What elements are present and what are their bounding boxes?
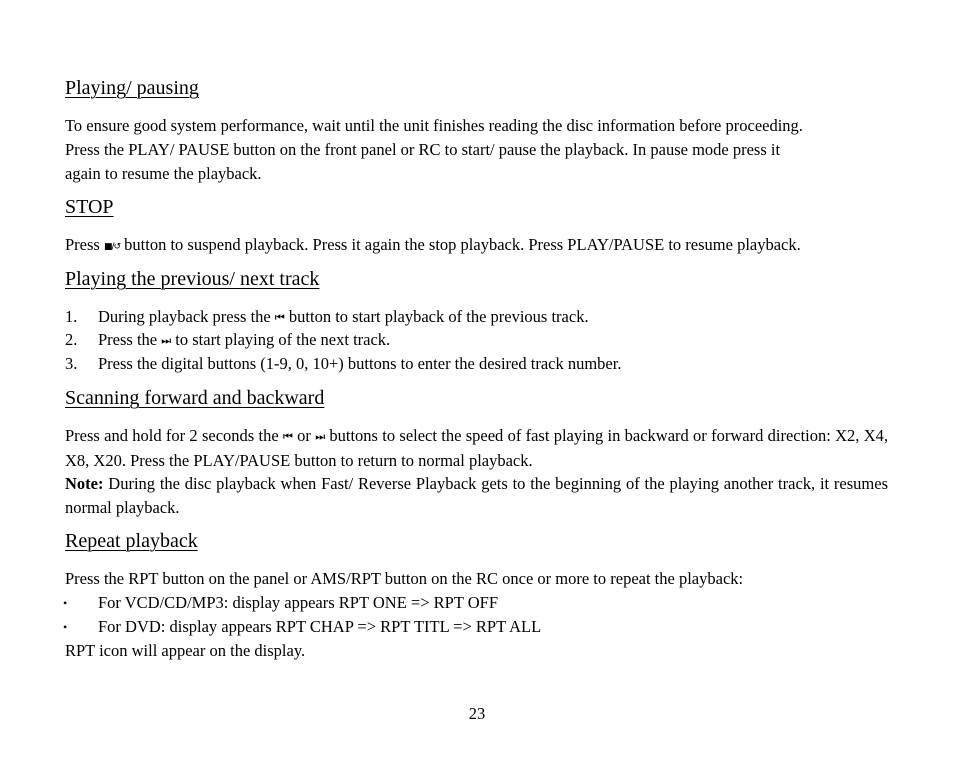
heading-previous-next: Playing the previous/ next track (65, 268, 320, 290)
playing-line-2: Press the PLAY/ PAUSE button on the front panel or RC to start/ pause the playback. In pause mode press it (65, 140, 781, 159)
note-text: During the disc playback when Fast/ Reverse Playback gets to the beginning of the playing another track, it resumes normal playback. (65, 474, 888, 517)
list-text-after: to start playing of the next track. (175, 330, 391, 349)
bullet-dot: • (63, 620, 68, 634)
heading-playing-pausing: Playing/ pausing (65, 77, 199, 99)
stop-button-icon: ■/↺ (103, 242, 121, 252)
list-text-after: button to start playback of the previous track. (288, 307, 589, 326)
repeat-intro: Press the RPT button on the panel or AMS/RPT button on the RC once or more to repeat the playback: (65, 569, 744, 588)
list-text: Press the digital buttons (1-9, 0, 10+) buttons to enter the desired track number. (98, 354, 622, 373)
scanning-text-before: Press and hold for 2 seconds the (65, 426, 283, 445)
list-number: 2. (65, 330, 78, 349)
fast-forward-icon: ⏭ (315, 430, 326, 443)
repeat-outro: RPT icon will appear on the display. (65, 641, 306, 660)
stop-paragraph (65, 233, 888, 259)
bullet-dot: • (63, 596, 68, 610)
fast-backward-icon: ⏮ (282, 430, 293, 443)
bullet-text: For VCD/CD/MP3: display appears RPT ONE => RPT OFF (98, 593, 498, 612)
heading-stop: STOP (65, 196, 114, 218)
scanning-note (65, 472, 888, 520)
page-number: 23 (468, 704, 486, 723)
list-number: 3. (65, 354, 78, 373)
list-number: 1. (65, 307, 78, 326)
playing-line-3: again to resume the playback. (65, 164, 262, 183)
stop-text-after: button to suspend playback. Press it again the stop playback. Press PLAY/PAUSE to resume playback. (124, 235, 801, 254)
stop-text-before: Press (65, 235, 104, 254)
playing-line-1: To ensure good system performance, wait until the unit finishes reading the disc information before proceeding. (65, 116, 803, 135)
list-text-before: Press the (98, 330, 162, 349)
scanning-text-after: buttons to select the speed of fast playing in backward or forward direction: X2, X4, X8, X20. Press the PLAY/PAUSE button to return to normal playback. (65, 426, 889, 470)
next-track-icon: ⏭ (161, 334, 172, 347)
heading-repeat: Repeat playback (65, 530, 198, 552)
bullet-text: For DVD: display appears RPT CHAP => RPT TITL => RPT ALL (98, 617, 542, 636)
previous-track-icon: ⏮ (274, 311, 285, 324)
heading-scanning: Scanning forward and backward (65, 387, 325, 409)
note-label: Note: (65, 474, 104, 493)
scanning-paragraph (65, 424, 888, 473)
scanning-text-or: or (297, 426, 316, 445)
list-text-before: During playback press the (98, 307, 275, 326)
